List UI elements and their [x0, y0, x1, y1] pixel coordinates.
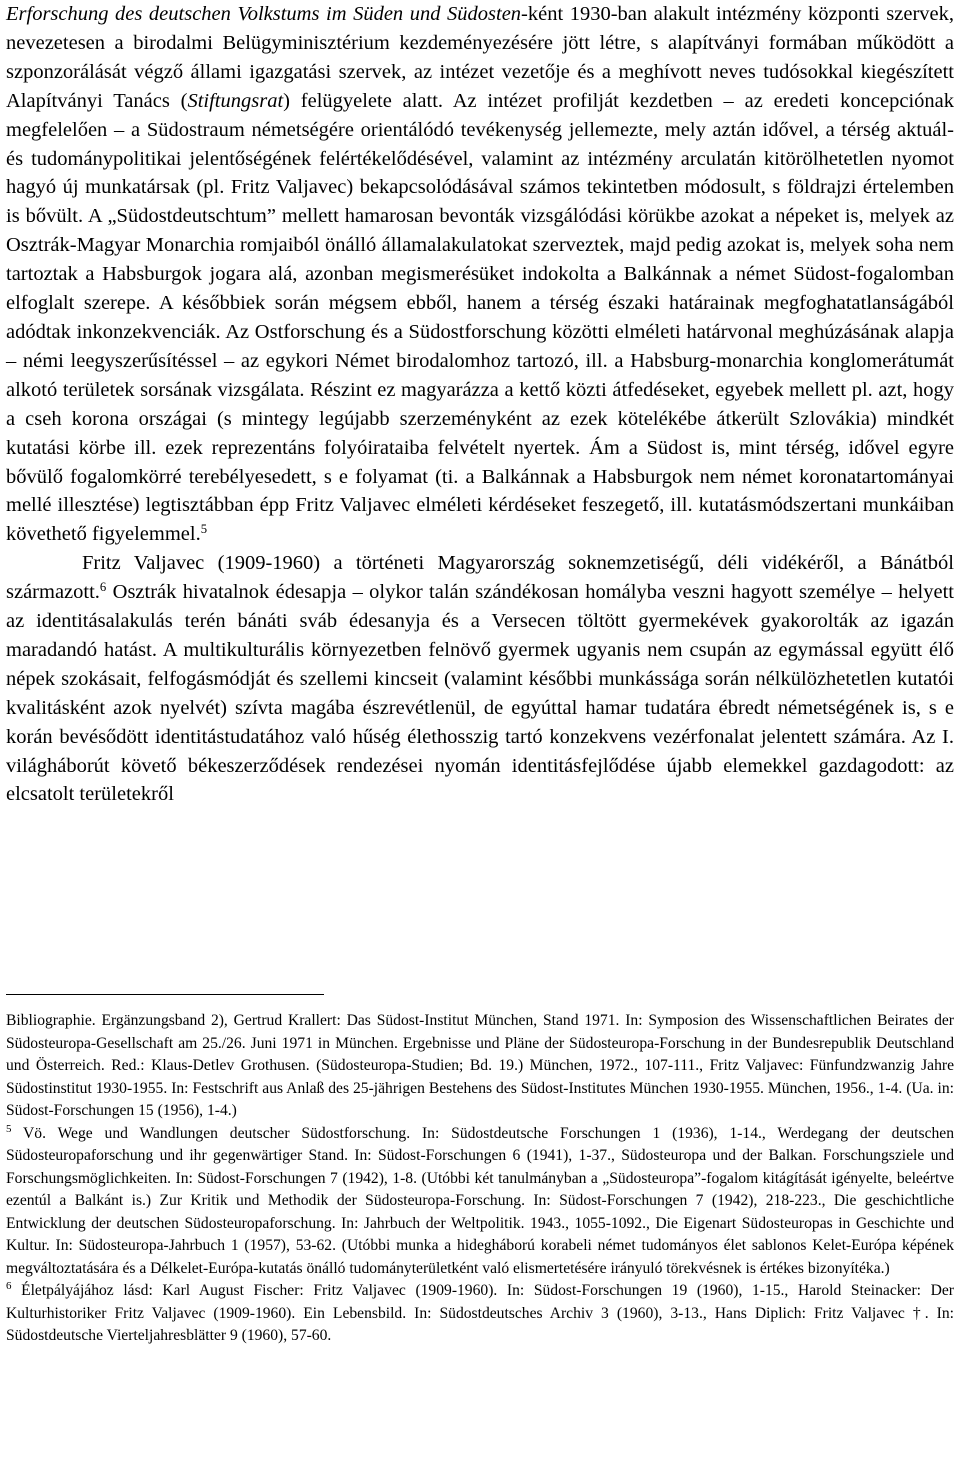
- paragraph-1: [6, 0, 954, 549]
- paragraph-2-text-a: Fritz Valjavec (1909-1960) a történeti Magyarország soknemzetiségű, déli vidékéről, a Bánátból származott.: [6, 552, 954, 604]
- footnote-6-text: Életpályájához lásd: Karl August Fischer: Fritz Valjavec (1909-1960). In: Südost-Forschungen 19 (1960), 1-15., Harold Steinacker: Der Kulturhistoriker Fritz Valjavec (1909-1960). Ein Lebensbild. In: Südostdeutsches Archiv 3 (1960), 3-13., Hans Diplich: Fritz Valjavec †. In: Südostdeutsche Vierteljahresblätter 9 (1960), 57-60.: [6, 1282, 954, 1344]
- footnote-ref-5[interactable]: 5: [200, 522, 208, 537]
- page: [6, 0, 954, 809]
- italic-title: Erforschung des deutschen Volkstums im Süden und Südosten: [6, 3, 522, 25]
- footnote-ref-6[interactable]: 6: [99, 580, 107, 595]
- paragraph-1-text-b: ) felügyelete alatt. Az intézet profilját kezdetben – az eredeti koncepciónak megfelelően – a Südostraum németségére orientálódó tevékenység jellemezte, mely aztán idővel, a térség aktuál- és tudománypolitikai jelentőségének felértékelődésével, valamint az intézmény arculatán kitörölhetetlen nyomot hagyó új munkatársak (pl. Fritz Valjavec) bekapcsolódásával számos tekintetben módosult, s földrajzi értelemben is bővült. A „Südostdeutschtum” mellett hamarosan bevonták vizsgálódási körükbe azokat a népeket is, melyek az Osztrák-Magyar Monarchia romjaiból önálló államalakulatokat szerveztek, majd pedig azokat is, melyek soha nem tartoztak a Habsburgok jogara alá, azonban megismerésüket indokolta a Balkánnak a német Südost-fogalomban elfoglalt szerepe. A későbbiek során mégsem ebből, hanem a térség északi határainak megfoghatatlanságából adódtak inkonzekvenciák. Az Ostforschung és a Südostforschung közötti elméleti határvonal meghúzásának alapja – némi leegyszerűsítéssel – az egykori Német birodalomhoz tartozó, ill. a Habsburg-monarchia konglomerátumát alkotó területek sorsának vizsgálata. Részint ez magyarázza a kettő közti átfedéseket, egyebek mellett pl. azt, hogy a cseh korona országai (s mintegy legújabb szerzeményként az ezek kötelékébe átkerült Szlovákia) mindkét kutatási körbe ill. ezek reprezentáns folyóirataiba felvételt nyertek. Ám a Südost is, mint térség, idővel egyre bővülő fogalomkörré terebélyesedett, s e folyamat (ti. a Balkánnak a Habsburgok nem német koronatartományai mellé illesztése) legtisztábban épp Fritz Valjavec elméleti kérdéseket feszegető, ill. kutatásmódszertani munkáiban követhető figyelemmel.: [6, 89, 954, 546]
- footnote-6: [6, 1280, 954, 1348]
- footnotes: [6, 1010, 954, 1348]
- footnote-5: [6, 1123, 954, 1281]
- paragraph-2: [6, 549, 954, 809]
- footnote-separator: [6, 994, 324, 995]
- paragraph-1-text-a: -ként 1930-ban alakult intézmény központi szervek, nevezetesen a birodalmi Belügyminisztérium kezdeményezésére jött létre, s alapítványi formában működött a szponzorálását végző állami igazgatási szervek, az intézet vezetője és a meghívott neves tudósokkal kiegészített Alapítványi Tanács (: [6, 3, 954, 112]
- footnote-continuation: Bibliographie. Ergänzungsband 2), Gertrud Krallert: Das Südost-Institut München, Stand 1971. In: Symposion des Wissenschaftlichen Beirates der Südosteuropa-Gesellschaft am 25./26. Juni 1971 in München. Ergebnisse und Pläne der Südosteuropa-Forschung in der Bundesrepublik Deutschland und Österreich. Red.: Klaus-Detlev Grothusen. (Südosteuropa-Studien; Bd. 19.) München, 1972., 107-111., Fritz Valjavec: Fünfundzwanzig Jahre Südostinstitut 1930-1955. In: Festschrift aus Anlaß des 25-jährigen Bestehens des Südost-Institutes München 1930-1955. München, 1956., 1-4. (Ua. in: Südost-Forschungen 15 (1956), 1-4.): [6, 1012, 954, 1119]
- footnote-5-number: 5: [6, 1122, 12, 1135]
- paragraph-2-text-b: Osztrák hivatalnok édesapja – olykor talán szándékosan homályba veszni hagyott személye – helyett az identitásalakulás terén bánáti sváb édesanyja és a Versecen töltött gyermekévek gyakorolták az igazán maradandó hatást. A multikulturális környezetben felnövő gyermek ugyanis nem csupán az egymással együtt élő népek szokásait, felfogásmódját és szellemi kincseit (valamint későbbi munkássága során nélkülözhetetlen kutatói kvalitásként azok nyelvét) szívta magába észrevétlenül, de egyúttal hamar tudatára ébredt németségének is, s e korán bevésődött identitástudatához való hűség élethosszig tartó konzekvens vezérfonalat jelentett számára. Az I. világháborút követő békeszerződések rendezései nyomán identitásfejlődése újabb elemekkel gazdagodott: az elcsatolt területekről: [6, 581, 954, 806]
- footnote-5-text: Vö. Wege und Wandlungen deutscher Südostforschung. In: Südostdeutsche Forschungen 1 (1936), 1-14., Werdegang der deutschen Südosteuropaforschung und ihr gegenwärtiger Stand. In: Südost-Forschungen 6 (1941), 1-37., Südosteuropa und der Balkan. Forschungsziele und Forschungsmöglichkeiten. In: Südost-Forschungen 7 (1942), 1-8. (Utóbbi két tanulmányban a „Südosteuropa”-fogalom kitágítását igényelte, beleértve ezentúl a Balkánt is.) Zur Kritik und Methodik der Südosteuropa-Forschung. In: Südost-Forschungen 7 (1942), 218-223., Die geschichtliche Entwicklung der deutschen Südosteuropaforschung. In: Jahrbuch der Weltpolitik. 1943., 1055-1092., Die Eigenart Südosteuropas in Geschichte und Kultur. In: Südosteuropa-Jahrbuch 1 (1957), 53-62. (Utóbbi munka a hidegháború korabeli német tudományos élet sablonos Kelet-Európa képének megváltoztatására és a Délkelet-Európa-kutatás önálló tudományterületként való elismertetésére irányuló törekvésnek is értékes bizonyítéka.): [6, 1124, 954, 1277]
- body-text: [6, 0, 954, 809]
- italic-term: Stiftungsrat: [187, 89, 284, 112]
- footnote-6-number: 6: [6, 1280, 12, 1292]
